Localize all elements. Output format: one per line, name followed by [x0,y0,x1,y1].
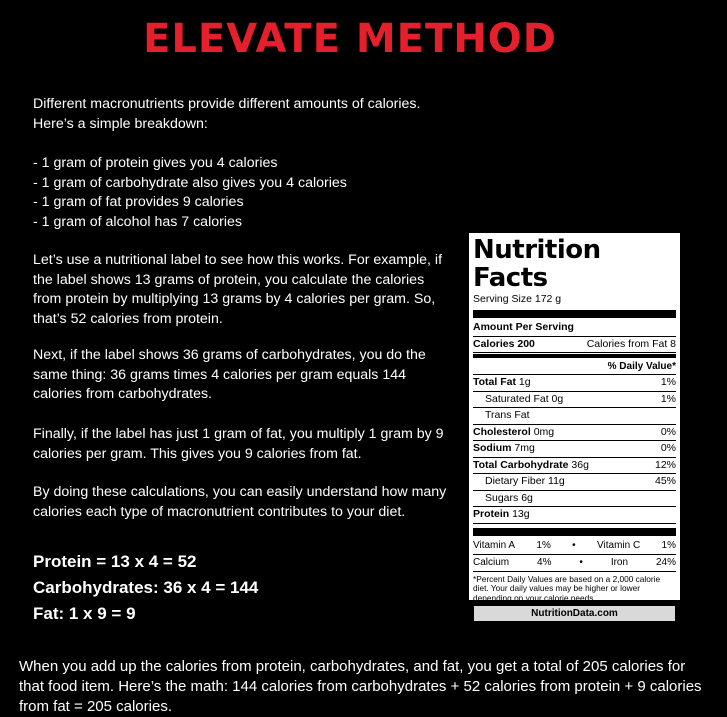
nutrient-row [473,408,676,425]
carbohydrate-paragraph: Next, if the label shows 36 grams of carbohydrates, you do the same thing: 36 grams times 4 calories per gram equals 144 calories from carbohydrates. [33,347,426,402]
divider [473,528,676,536]
amount-per-serving [473,320,676,337]
nutrient-label: Saturated Fat [485,392,549,405]
source-site: NutritionData.com [473,605,676,622]
intro-line: Here’s a simple breakdown: [33,115,208,132]
nutrient-row [473,491,676,508]
nutrient-row [473,425,676,442]
nutrient-label: Sugars [485,491,519,504]
list-item: - 1 gram of fat provides 9 calories [33,194,244,210]
vitamin-cell: Vitamin A [473,539,516,551]
nutrient-amount: 7mg [514,442,535,454]
nutrient-amount: 13g [512,508,530,520]
calories: Calories 200 [473,337,535,350]
nutrient-label: Sodium [473,442,512,454]
calories-from-fat: Calories from Fat 8 [586,337,676,350]
nutrient-row [473,441,676,458]
nutrient-amount: 6g [521,491,533,504]
serving-size: Serving Size 172 g [473,293,562,305]
nutrient-percent: 45% [654,475,676,487]
vitamin-cell: Iron [610,556,629,568]
nutrient-percent: 0% [660,425,676,438]
nutrient-percent: 1% [660,392,676,405]
list-item: - 1 gram of protein gives you 4 calories [33,155,278,171]
vitamin-cell: 24% [655,556,676,568]
nutrient-percent: 12% [654,458,676,471]
nutrient-name [485,392,563,408]
nutrient-row [473,375,676,392]
summary-paragraph: By doing these calculations, you can easily understand how many calories each type of macronutrient contributes to your diet. [33,484,447,520]
protein-equation: Protein = 13 x 4 = 52 [33,552,197,571]
vitamin-cell: Vitamin C [597,539,641,551]
list-item: - 1 gram of carbohydrate also gives you 4 calories [33,174,347,191]
nutrient-name [473,458,589,474]
intro-text [33,95,453,134]
vitamin-cell: • [572,539,576,551]
nutrient-label: Dietary Fiber [485,475,546,487]
vitamin-rows [473,538,676,572]
divider [473,354,676,358]
nutrient-label: Trans Fat [485,409,530,421]
nutrient-row [473,392,676,409]
vitamin-cell: 1% [661,539,676,551]
nutrient-name [473,507,530,523]
vitamin-cell: 1% [536,539,551,551]
daily-value-note: *Percent Daily Values are based on a 2,000 calorie diet. Your daily values may be higher or lower depending on your calorie needs. [473,573,661,603]
vitamin-row [473,555,676,572]
carbohydrate-equation: Carbohydrates: 36 x 4 = 144 [33,578,259,597]
nutrient-name [485,491,533,507]
nutrient-row [473,507,676,524]
amount-per-serving-label: Amount Per Serving [473,321,574,333]
divider [473,310,676,318]
vitamin-row [473,538,676,555]
intro-line: Different macronutrients provide different amounts of calories. [33,96,421,112]
nutrient-label: Total Fat [473,376,516,388]
nutrient-name [485,408,530,424]
label-title: Nutrition Facts [473,235,601,293]
nutrient-name [473,425,554,441]
calorie-list [33,154,453,232]
vitamin-cell: 4% [537,556,552,568]
nutrient-label: Protein [473,508,510,520]
nutrient-amount: 0mg [533,425,555,438]
nutrient-percent: 1% [660,376,676,388]
nutrient-percent: 0% [660,442,676,454]
list-item: - 1 gram of alcohol has 7 calories [33,213,242,230]
vitamin-cell: • [579,556,583,568]
nutrient-row [473,474,676,491]
nutrient-label: Cholesterol [473,425,531,438]
vitamin-cell: Calcium [473,556,510,568]
nutrient-name [473,441,535,457]
page-title: ELEVATE METHOD [143,16,557,62]
nutrient-amount: 0g [551,392,564,405]
nutrient-name [473,375,531,391]
nutrient-label: Total Carbohydrate [473,458,569,471]
nutrient-amount: 11g [548,475,565,487]
nutrient-rows [473,375,676,524]
nutrient-row [473,458,676,475]
nutrition-facts-label [469,233,680,619]
nutrient-amount: 1g [518,376,531,388]
calories-row [473,337,676,354]
fat-equation: Fat: 1 x 9 = 9 [33,604,136,623]
fat-paragraph: Finally, if the label has just 1 gram of fat, you multiply 1 gram by 9 calories per gram. This gives you 9 calories from fat. [33,426,444,462]
protein-paragraph: Let’s use a nutritional label to see how this works. For example, if the label shows 13 grams of protein, you calculate the calories from protein by multiplying 13 grams by 4 calories per gram. So, that’s 52 calories from protein. [33,252,443,327]
daily-value-header: % Daily Value* [473,359,676,375]
nutrient-amount: 36g [571,458,589,471]
nutrient-name [485,474,565,490]
total-calories-paragraph: When you add up the calories from protein, carbohydrates, and fat, you get a total of 205 calories for that food item. Here’s the math: 144 calories from carbohydrates + 52 calories from protein + 9 calories from fat = 205 calories. [19,658,702,715]
